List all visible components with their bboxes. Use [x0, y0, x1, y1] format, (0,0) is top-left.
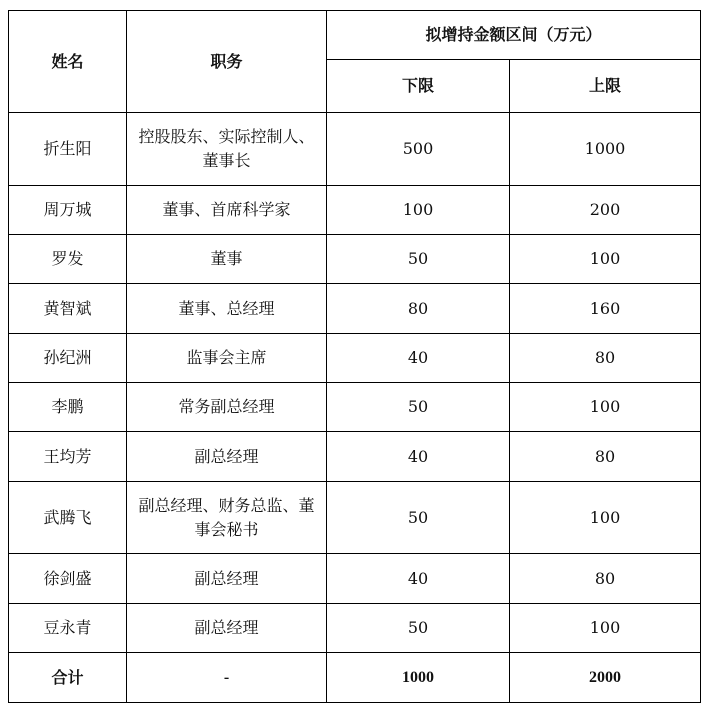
header-amount-range: 拟增持金额区间（万元） — [327, 11, 701, 60]
cell-name: 周万城 — [9, 186, 127, 235]
table-row — [9, 235, 701, 284]
cell-lower: 50 — [327, 235, 510, 284]
cell-lower: 50 — [327, 482, 510, 554]
header-upper: 上限 — [510, 60, 701, 113]
cell-lower: 40 — [327, 432, 510, 482]
header-name: 姓名 — [9, 11, 127, 113]
cell-upper: 100 — [510, 235, 701, 284]
cell-lower: 40 — [327, 554, 510, 604]
table-row — [9, 482, 701, 554]
cell-upper: 80 — [510, 554, 701, 604]
cell-position: 董事、总经理 — [127, 284, 327, 334]
cell-upper: 100 — [510, 604, 701, 653]
cell-lower: 500 — [327, 113, 510, 186]
shareholding-increase-table — [8, 10, 701, 703]
total-row — [9, 653, 701, 703]
table-row — [9, 604, 701, 653]
cell-position: 监事会主席 — [127, 334, 327, 383]
cell-name: 豆永青 — [9, 604, 127, 653]
cell-position: 常务副总经理 — [127, 383, 327, 432]
cell-lower: 50 — [327, 604, 510, 653]
cell-name: 李鹏 — [9, 383, 127, 432]
table-row — [9, 186, 701, 235]
cell-position: 董事 — [127, 235, 327, 284]
total-label: 合计 — [9, 653, 127, 703]
cell-upper: 1000 — [510, 113, 701, 186]
table-row — [9, 113, 701, 186]
cell-upper: 100 — [510, 482, 701, 554]
cell-upper: 100 — [510, 383, 701, 432]
cell-position: 副总经理 — [127, 604, 327, 653]
table-row — [9, 554, 701, 604]
cell-name: 王均芳 — [9, 432, 127, 482]
header-lower: 下限 — [327, 60, 510, 113]
table-row — [9, 334, 701, 383]
cell-upper: 80 — [510, 334, 701, 383]
table-row — [9, 284, 701, 334]
cell-upper: 160 — [510, 284, 701, 334]
cell-upper: 200 — [510, 186, 701, 235]
cell-name: 武腾飞 — [9, 482, 127, 554]
table-row — [9, 383, 701, 432]
cell-lower: 80 — [327, 284, 510, 334]
cell-lower: 100 — [327, 186, 510, 235]
cell-name: 徐剑盛 — [9, 554, 127, 604]
cell-lower: 50 — [327, 383, 510, 432]
cell-position: 董事、首席科学家 — [127, 186, 327, 235]
cell-position: 副总经理 — [127, 432, 327, 482]
total-lower: 1000 — [327, 653, 510, 703]
cell-position: 副总经理、财务总监、董事会秘书 — [127, 482, 327, 554]
header-position: 职务 — [127, 11, 327, 113]
cell-name: 折生阳 — [9, 113, 127, 186]
total-position: - — [127, 653, 327, 703]
total-upper: 2000 — [510, 653, 701, 703]
table-row — [9, 432, 701, 482]
cell-position: 控股股东、实际控制人、董事长 — [127, 113, 327, 186]
cell-name: 黄智斌 — [9, 284, 127, 334]
cell-name: 孙纪洲 — [9, 334, 127, 383]
cell-lower: 40 — [327, 334, 510, 383]
cell-upper: 80 — [510, 432, 701, 482]
cell-name: 罗发 — [9, 235, 127, 284]
cell-position: 副总经理 — [127, 554, 327, 604]
